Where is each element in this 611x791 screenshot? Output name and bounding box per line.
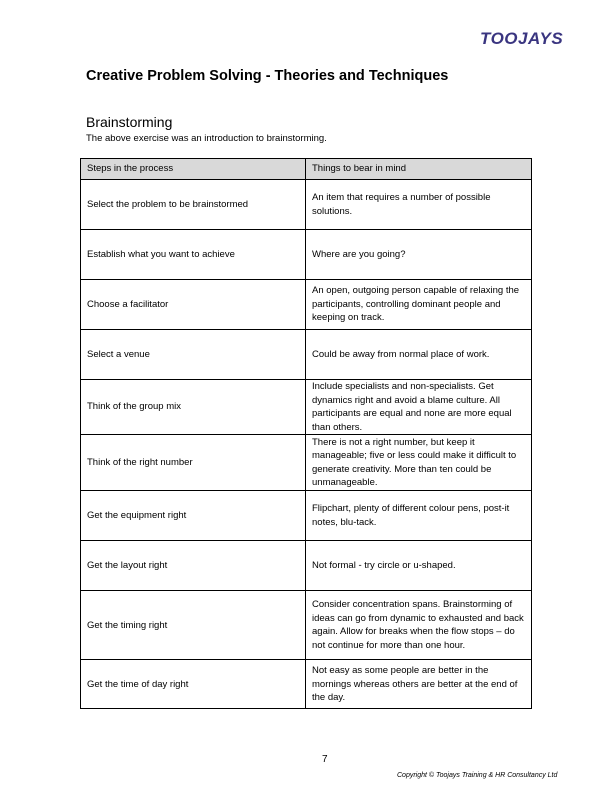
table-row bbox=[81, 280, 532, 330]
note-cell: An item that requires a number of possible solutions. bbox=[306, 180, 532, 230]
note-cell: Could be away from normal place of work. bbox=[306, 330, 532, 380]
table-row bbox=[81, 660, 532, 709]
section-intro: The above exercise was an introduction to brainstorming. bbox=[86, 133, 327, 144]
step-cell: Think of the right number bbox=[81, 435, 306, 491]
header-steps: Steps in the process bbox=[81, 159, 306, 180]
table-row bbox=[81, 591, 532, 660]
note-cell: Include specialists and non-specialists. Get dynamics right and avoid a blame culture. All participants are equal and none are more equal than others. bbox=[306, 380, 532, 435]
note-cell: An open, outgoing person capable of relaxing the participants, controlling dominant people and keeping on track. bbox=[306, 280, 532, 330]
section-heading: Brainstorming bbox=[86, 114, 173, 130]
note-cell: There is not a right number, but keep it manageable; five or less could make it difficult to generate creativity. More than ten could be unmanageable. bbox=[306, 435, 532, 491]
step-cell: Think of the group mix bbox=[81, 380, 306, 435]
note-cell: Not formal - try circle or u-shaped. bbox=[306, 541, 532, 591]
step-cell: Get the equipment right bbox=[81, 491, 306, 541]
page-number: 7 bbox=[322, 754, 328, 765]
brand-logo: TOOJAYS bbox=[480, 29, 564, 48]
step-cell: Get the timing right bbox=[81, 591, 306, 660]
table-row bbox=[81, 435, 532, 491]
note-cell: Consider concentration spans. Brainstorming of ideas can go from dynamic to exhausted and back again. Allow for breaks when the flow stops – do not continue for more than one hour. bbox=[306, 591, 532, 660]
steps-table bbox=[80, 158, 532, 709]
step-cell: Get the layout right bbox=[81, 541, 306, 591]
note-cell: Flipchart, plenty of different colour pens, post-it notes, blu-tack. bbox=[306, 491, 532, 541]
table-row bbox=[81, 230, 532, 280]
page-title: Creative Problem Solving - Theories and Techniques bbox=[86, 68, 449, 84]
table-row bbox=[81, 380, 532, 435]
table-row bbox=[81, 491, 532, 541]
step-cell: Select the problem to be brainstormed bbox=[81, 180, 306, 230]
step-cell: Select a venue bbox=[81, 330, 306, 380]
step-cell: Choose a facilitator bbox=[81, 280, 306, 330]
copyright-notice: Copyright © Toojays Training & HR Consultancy Ltd bbox=[397, 772, 558, 779]
header-things-to-bear: Things to bear in mind bbox=[306, 159, 532, 180]
table-row bbox=[81, 330, 532, 380]
step-cell: Get the time of day right bbox=[81, 660, 306, 709]
table-header-row bbox=[81, 159, 532, 180]
note-cell: Where are you going? bbox=[306, 230, 532, 280]
note-cell: Not easy as some people are better in the mornings whereas others are better at the end of the day. bbox=[306, 660, 532, 709]
table-row bbox=[81, 541, 532, 591]
table-row bbox=[81, 180, 532, 230]
step-cell: Establish what you want to achieve bbox=[81, 230, 306, 280]
